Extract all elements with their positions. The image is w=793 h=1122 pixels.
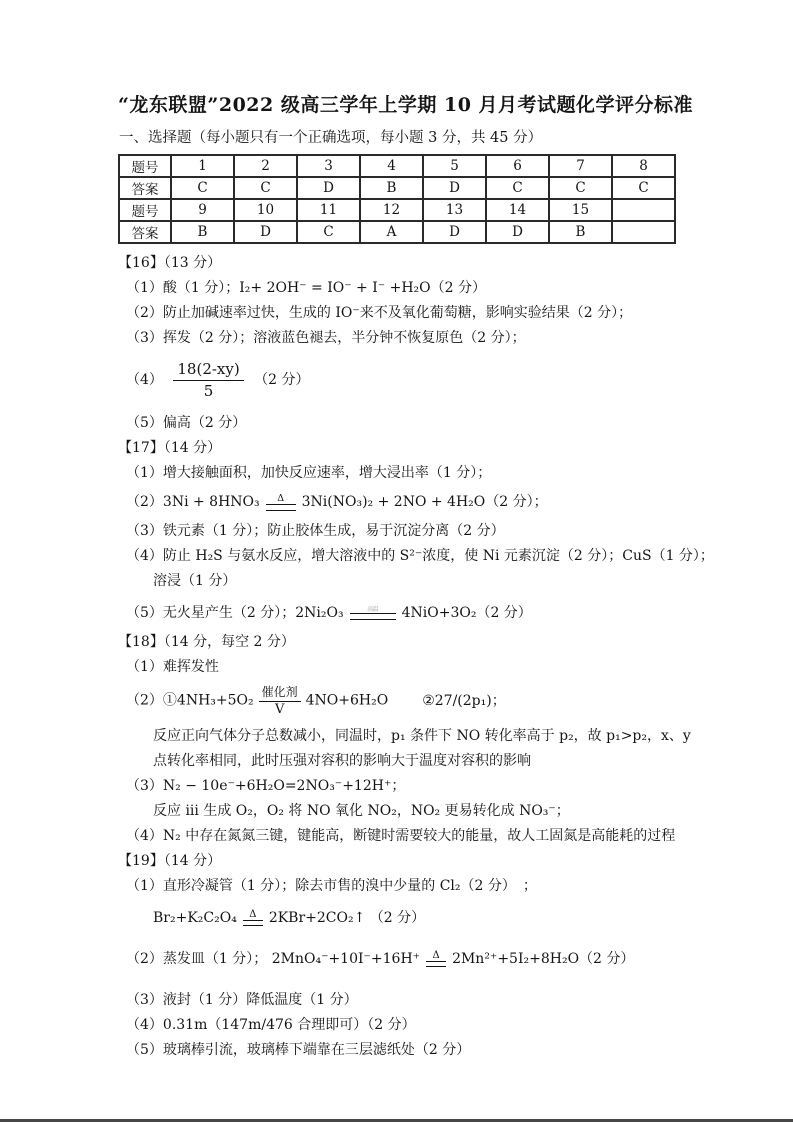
fraction-denominator: 5 [203,382,214,400]
q19-item3: （3）液封（1 分）降低温度（1 分） [126,992,358,1008]
q16-item4-score: （2 分） [254,372,310,388]
table-row [119,199,675,221]
answer-cell: 题号 [119,199,171,221]
answer-table [118,154,676,244]
answer-cell: C [234,177,297,199]
answer-cell: 14 [486,199,549,221]
q18-item2-part2: ②27/(2p₁)； [422,692,506,709]
answer-cell: A [360,221,423,243]
answer-cell: D [423,177,486,199]
table-row [119,221,675,243]
answer-cell: 6 [486,155,549,177]
q17-item5 [126,601,728,626]
condition-top-label: 催化剂 [259,684,301,702]
q19-item4: （4）0.31m（147m/476 合理即可）（2 分） [126,1017,416,1033]
answer-cell: 题号 [119,155,171,177]
answer-cell: D [423,221,486,243]
q19-item1: （1）直形冷凝管（1 分）；除去市售的溴中少量的 Cl₂（2 分） ； [126,878,537,894]
q16-item1: （1）酸（1 分）；I₂+ 2OH⁻ = IO⁻ + I⁻ +H₂O（2 分） [126,280,486,296]
q17-item4-continuation: 溶浸（1 分） [153,573,237,589]
answer-cell: C [171,177,234,199]
double-equals-bar [266,504,296,511]
q16-header: 【16】（13 分） [118,255,222,271]
answer-cell: 12 [360,199,423,221]
answer-cell [612,199,675,221]
table-row [119,155,675,177]
condition-label: Δ [432,950,440,961]
answer-cell: C [549,177,612,199]
answer-cell: 4 [360,155,423,177]
condition-bottom-label: V [274,702,285,717]
q18-item3: （3）N₂ − 10e⁻+6H₂O=2NO₃⁻+12H⁺； [126,778,406,794]
answer-cell: C [297,221,360,243]
q18-item1: （1）难挥发性 [126,659,219,675]
reaction-condition-equals [266,493,296,511]
answer-cell: 5 [423,155,486,177]
q17-item5-lhs: （5）无火星产生（2 分）；2Ni₂O₃ [126,605,344,621]
fraction [173,359,243,401]
q18-item4: （4）N₂ 中存在氮氮三键，键能高，断键时需要较大的能量，故人工固氮是高能耗的过程 [126,828,676,844]
q17-item2 [126,490,728,515]
q17-header: 【17】（14 分） [118,440,222,456]
answer-cell [612,221,675,243]
q18-item2-rhs: 4NO+6H₂O [305,692,389,709]
q16-item3: （3）挥发（2 分）；溶液蓝色褪去，半分钟不恢复原色（2 分）； [126,330,526,346]
q19-item2 [126,947,728,972]
q18-item2-explain1: 反应正向气体分子总数减小，同温时，p₁ 条件下 NO 转化率高于 p₂，故 p₁>p₂，x、y [153,728,691,744]
q18-item2-explain2: 点转化率相同，此时压强对容积的影响大于温度对容积的影响 [153,753,531,769]
choice-section-heading: 一、选择题（每小题只有一个正确选项，每小题 3 分，共 45 分） [119,130,543,146]
document-content [118,90,728,1063]
answer-key-body [118,251,728,1063]
q18-header: 【18】（14 分，每空 2 分） [118,634,295,650]
q18-item2-lhs: （2）①4NH₃+5O₂ [126,692,254,709]
q19-item1-eq-lhs: Br₂+K₂C₂O₄ [153,910,237,926]
q18-item2 [126,684,728,717]
answer-cell: 1 [171,155,234,177]
q19-item1-eq-rhs: 2KBr+2CO₂↑ （2 分） [268,910,426,926]
q17-item2-rhs: 3Ni(NO₃)₂ + 2NO + 4H₂O（2 分）； [301,494,548,510]
answer-cell: 答案 [119,221,171,243]
q16-item4-prefix: （4） [126,372,163,388]
answer-cell: C [612,177,675,199]
condition-label: Δ [249,909,257,920]
answer-cell: C [486,177,549,199]
answer-cell: 11 [297,199,360,221]
q18-item3-continuation: 反应 iii 生成 O₂，O₂ 将 NO 氧化 NO₂，NO₂ 更易转化成 NO₃⁻； [153,803,570,819]
q19-item2-rhs: 2Mn²⁺+5I₂+8H₂O（2 分） [452,951,635,967]
catalyst-condition-arrow [259,684,301,717]
answer-cell: B [549,221,612,243]
equals-bar [426,961,446,967]
reaction-condition-equals [243,910,263,926]
condition-label: 高温 [367,606,379,613]
answer-cell: 2 [234,155,297,177]
table-row [119,177,675,199]
q19-item1-equation [126,906,728,931]
answer-cell: 15 [549,199,612,221]
page-title: “龙东联盟”2022 级高三学年上学期 10 月月考试题化学评分标准 [118,94,694,116]
answer-cell: D [234,221,297,243]
answer-cell: D [486,221,549,243]
q16-item2: （2）防止加碱速率过快，生成的 IO⁻来不及氧化葡萄糖，影响实验结果（2 分）； [126,305,633,321]
answer-cell: 答案 [119,177,171,199]
equals-bar [243,920,263,926]
answer-cell: 8 [612,155,675,177]
answer-cell: 10 [234,199,297,221]
reaction-condition-equals [350,606,396,620]
answer-cell: 7 [549,155,612,177]
reaction-condition-equals [426,951,446,967]
q17-item3: （3）铁元素（1 分）；防止胶体生成，易于沉淀分离（2 分） [126,523,505,539]
double-equals-bar [350,613,396,620]
q16-item4 [126,359,728,401]
fraction-numerator: 18(2-xy) [173,359,243,381]
answer-cell: B [360,177,423,199]
q17-item4: （4）防止 H₂S 与氨水反应，增大溶液中的 S²⁻浓度，使 Ni 元素沉淀（2 分）；CuS（1 分）； [126,548,714,564]
answer-cell: 3 [297,155,360,177]
q17-item5-rhs: 4NiO+3O₂（2 分） [401,605,532,621]
answer-cell: B [171,221,234,243]
q19-item2-lhs: （2）蒸发皿（1 分）； 2MnO₄⁻+10I⁻+16H⁺ [126,951,421,967]
q17-item1: （1）增大接触面积，加快反应速率，增大浸出率（1 分）； [126,465,492,481]
condition-label: Δ [277,493,285,504]
answer-cell: 13 [423,199,486,221]
q19-item5: （5）玻璃棒引流，玻璃棒下端靠在三层滤纸处（2 分） [126,1042,471,1058]
q17-item2-lhs: （2）3Ni + 8HNO₃ [126,494,260,510]
answer-cell: 9 [171,199,234,221]
answer-cell: D [297,177,360,199]
q16-item5: （5）偏高（2 分） [126,415,247,431]
q19-header: 【19】（14 分） [118,853,222,869]
